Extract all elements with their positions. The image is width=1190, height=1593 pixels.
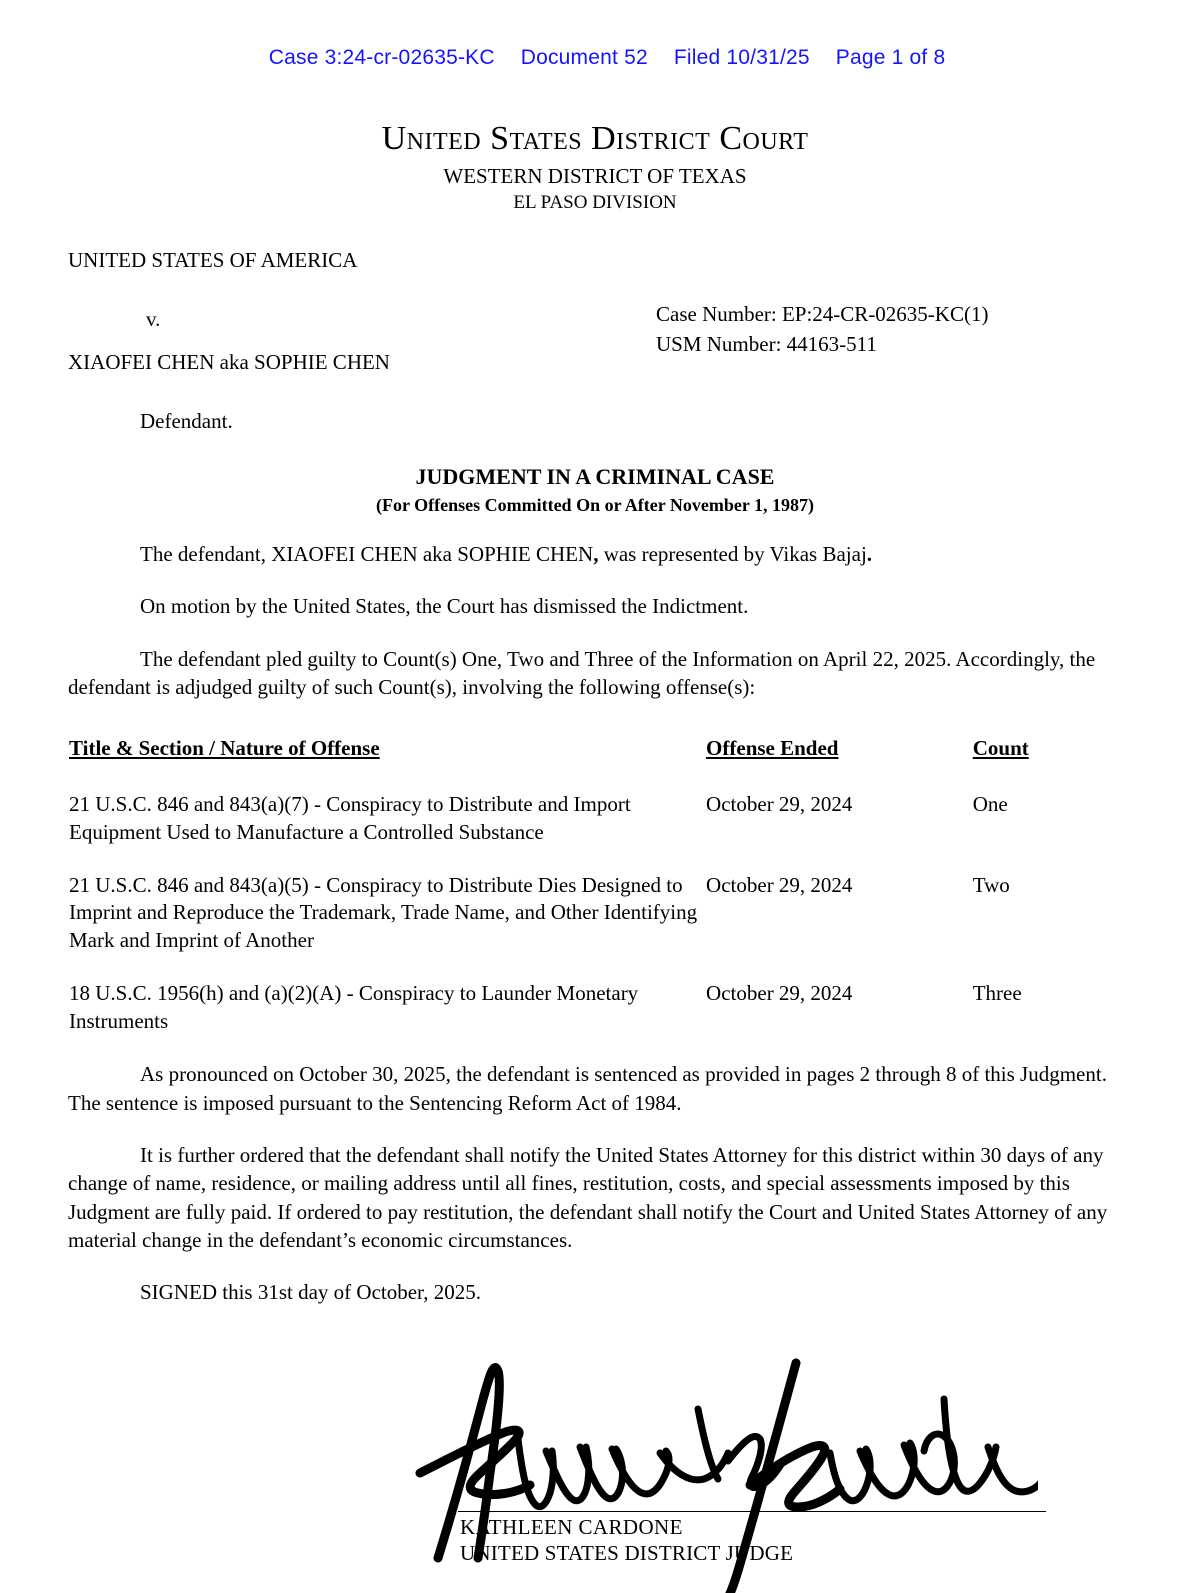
- representation-post: was represented by Vikas Bajaj: [598, 541, 867, 566]
- offense-header-ended: Offense Ended: [706, 736, 839, 761]
- judgment-title: JUDGMENT IN A CRIMINAL CASE: [415, 463, 775, 489]
- offense-ended-date: October 29, 2024: [706, 980, 853, 1005]
- paragraph-dismissal: On motion by the United States, the Court has dismissed the Indictment.: [140, 594, 749, 619]
- paragraph-notify: It is further ordered that the defendant shall notify the United States Attorney for this district within 30 days of any change of name, residence, or mailing address until all fines, restitution, costs, and special assessments imposed by this Judgment are fully paid. If ordered to pay restitution, the defendant shall notify the Court and United States Attorney of any material change in the defendant’s economic circumstances.: [68, 1142, 1108, 1252]
- ecf-stamp-header: [0, 0, 1190, 94]
- judge-name: KATHLEEN CARDONE: [460, 1514, 683, 1539]
- court-division: EL PASO DIVISION: [513, 192, 677, 213]
- paragraph-pronounced: As pronounced on October 30, 2025, the defendant is sentenced as provided in pages 2 through 8 of this Judgment. The sentence is imposed pursuant to the Sentencing Reform Act of 1984.: [68, 1062, 1107, 1115]
- offense-table-header-row: [68, 735, 1122, 767]
- caption-plaintiff: UNITED STATES OF AMERICA: [68, 248, 358, 272]
- table-row: [68, 956, 1122, 1036]
- offense-count: Three: [972, 980, 1022, 1005]
- representation-pre: The defendant,: [140, 541, 272, 566]
- caption-case-number: Case Number: EP:24-CR-02635-KC(1): [656, 302, 989, 326]
- offense-header-count: Count: [972, 736, 1029, 761]
- offense-ended-date: October 29, 2024: [706, 792, 853, 817]
- offense-header-title: Title & Section / Nature of Offense: [69, 736, 380, 761]
- paragraph-signed-date: SIGNED this 31st day of October, 2025.: [140, 1280, 481, 1305]
- offense-description: 21 U.S.C. 846 and 843(a)(5) - Conspiracy to Distribute Dies Designed to Imprint and Reproduce the Trademark, Trade Name, and Other Identifying Mark and Imprint of Another: [69, 872, 698, 953]
- offense-description: 18 U.S.C. 1956(h) and (a)(2)(A) - Conspiracy to Launder Monetary Instruments: [69, 980, 639, 1033]
- representation-comma: ,: [593, 541, 599, 566]
- table-row: [68, 767, 1122, 847]
- representation-defendant: XIAOFEI CHEN aka SOPHIE CHEN: [271, 541, 594, 566]
- table-row: [68, 848, 1122, 956]
- court-name: United States District Court: [381, 120, 809, 157]
- paragraph-representation: [68, 540, 1122, 568]
- paragraph-plea: The defendant pled guilty to Count(s) One, Two and Three of the Information on April 22, 2025. Accordingly, the defendant is adjudged guilty of such Count(s), involving the following offense(s):: [68, 646, 1096, 699]
- caption-defendant-label: Defendant.: [140, 408, 233, 433]
- offense-table: [68, 735, 1122, 1036]
- offense-count: One: [972, 792, 1008, 817]
- caption-versus: v.: [146, 306, 161, 331]
- judge-title: UNITED STATES DISTRICT JUDGE: [460, 1540, 794, 1565]
- case-caption: [68, 246, 1122, 436]
- caption-usm-number: USM Number: 44163-511: [656, 331, 877, 356]
- ecf-case-number: Case 3:24-cr-02635-KC: [268, 46, 495, 69]
- court-district: WESTERN DISTRICT OF TEXAS: [443, 164, 747, 188]
- offense-description: 21 U.S.C. 846 and 843(a)(7) - Conspiracy to Distribute and Import Equipment Used to Manufacture a Controlled Substance: [69, 792, 631, 844]
- caption-case-info: [656, 300, 988, 360]
- signature-block: [68, 1333, 1122, 1593]
- signature-line: [458, 1511, 1046, 1512]
- representation-period: .: [866, 541, 873, 566]
- ecf-page-number: Page 1 of 8: [835, 46, 946, 69]
- caption-defendant-name: XIAOFEI CHEN aka SOPHIE CHEN: [68, 349, 390, 374]
- judgment-subtitle: (For Offenses Committed On or After November 1, 1987): [375, 494, 815, 515]
- ecf-document-number: Document 52: [520, 46, 648, 69]
- ecf-filed-date: Filed 10/31/25: [673, 46, 810, 69]
- offense-ended-date: October 29, 2024: [706, 872, 853, 897]
- offense-count: Two: [972, 872, 1010, 897]
